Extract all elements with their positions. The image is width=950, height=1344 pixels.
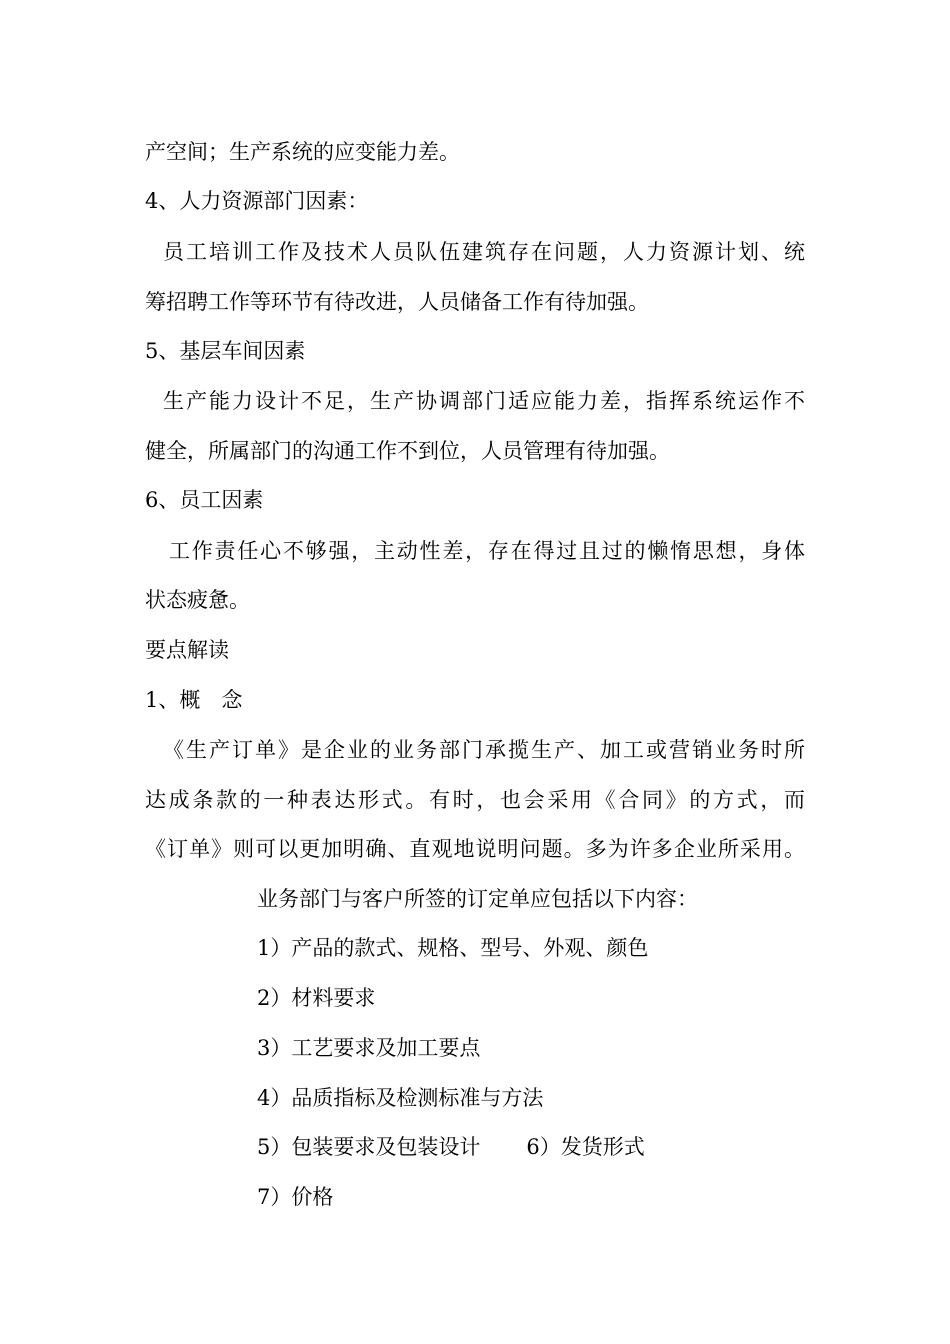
list-item: 3）工艺要求及加工要点 [257, 1036, 481, 1060]
section-heading-staff: 6、员工因素 [145, 488, 264, 512]
text-line: 筹招聘工作等环节有待改进，人员储备工作有待加强。 [145, 290, 649, 314]
text-line: 《订单》则可以更加明确、直观地说明问题。多为许多企业所采用。 [145, 837, 805, 861]
text-line: 工作责任心不够强，主动性差，存在得过且过的懒惰思想，身体 [169, 539, 805, 563]
list-intro: 业务部门与客户所签的订定单应包括以下内容： [257, 887, 698, 911]
list-item: 5）包装要求及包装设计 [257, 1135, 481, 1159]
list-item: 4）品质指标及检测标准与方法 [257, 1086, 544, 1110]
section-heading-workshop: 5、基层车间因素 [145, 339, 306, 363]
text-line: 产空间；生产系统的应变能力差。 [145, 140, 460, 164]
text-line: 达成条款的一种表达形式。有时，也会采用《合同》的方式，而 [145, 788, 805, 812]
list-item: 7）价格 [257, 1185, 334, 1209]
text-line: 《生产订单》是企业的业务部门承揽生产、加工或营销业务时所 [163, 738, 805, 762]
text-line: 员工培训工作及技术人员队伍建筑存在问题，人力资源计划、统 [163, 240, 805, 264]
text-line: 状态疲惫。 [145, 588, 250, 612]
text-line: 健全，所属部门的沟通工作不到位，人员管理有待加强。 [145, 439, 670, 463]
list-item: 2）材料要求 [257, 986, 376, 1010]
section-heading-concept: 1、概 念 [145, 688, 243, 712]
list-item: 6）发货形式 [526, 1135, 645, 1159]
list-item-row [257, 1133, 645, 1161]
section-heading-hr: 4、人力资源部门因素： [145, 189, 369, 213]
list-item: 1）产品的款式、规格、型号、外观、颜色 [257, 936, 649, 960]
section-heading-key-points: 要点解读 [145, 638, 229, 662]
text-line: 生产能力设计不足，生产协调部门适应能力差，指挥系统运作不 [163, 389, 805, 413]
